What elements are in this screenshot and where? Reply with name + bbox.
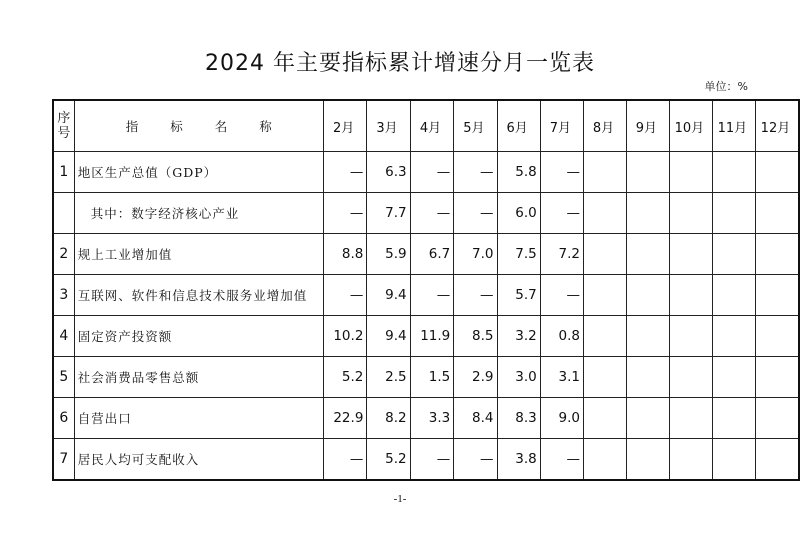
row-month-value	[669, 316, 712, 357]
row-month-value	[755, 275, 799, 316]
row-month-value	[712, 152, 755, 193]
row-indicator-name: 互联网、软件和信息技术服务业增加值	[74, 275, 323, 316]
row-month-value	[626, 275, 669, 316]
header-month: 10月	[669, 100, 712, 152]
row-month-value: 1.5	[410, 357, 454, 398]
row-month-value: 3.3	[410, 398, 454, 439]
row-month-value	[755, 234, 799, 275]
row-indicator-name: 自营出口	[74, 398, 323, 439]
row-month-value: 7.5	[497, 234, 540, 275]
row-month-value	[755, 316, 799, 357]
row-month-value	[712, 193, 755, 234]
row-seq: 2	[53, 234, 74, 275]
row-month-value	[584, 316, 627, 357]
row-month-value: 9.4	[367, 316, 410, 357]
row-month-value: —	[540, 193, 583, 234]
row-month-value: —	[454, 193, 497, 234]
row-month-value: 8.5	[454, 316, 497, 357]
row-month-value	[626, 439, 669, 481]
row-month-value: 0.8	[540, 316, 583, 357]
row-month-value	[626, 316, 669, 357]
header-month: 12月	[755, 100, 799, 152]
row-month-value: 8.8	[323, 234, 367, 275]
header-month: 11月	[712, 100, 755, 152]
row-month-value: 8.4	[454, 398, 497, 439]
row-month-value	[669, 193, 712, 234]
row-month-value: 3.1	[540, 357, 583, 398]
row-month-value: —	[410, 439, 454, 481]
row-month-value	[755, 193, 799, 234]
header-month: 7月	[540, 100, 583, 152]
row-month-value: 5.9	[367, 234, 410, 275]
row-month-value	[584, 439, 627, 481]
row-month-value: —	[410, 193, 454, 234]
row-month-value	[669, 234, 712, 275]
row-month-value: —	[540, 275, 583, 316]
table-row	[53, 275, 799, 316]
row-month-value: 7.0	[454, 234, 497, 275]
row-month-value: —	[323, 439, 367, 481]
row-month-value: 5.7	[497, 275, 540, 316]
row-month-value: 10.2	[323, 316, 367, 357]
row-month-value	[626, 357, 669, 398]
row-month-value: 6.0	[497, 193, 540, 234]
row-month-value: 5.2	[323, 357, 367, 398]
document-title: 2024 年主要指标累计增速分月一览表	[205, 51, 595, 76]
row-month-value: 2.5	[367, 357, 410, 398]
row-month-value	[626, 152, 669, 193]
row-month-value: 8.3	[497, 398, 540, 439]
row-indicator-name: 固定资产投资额	[74, 316, 323, 357]
row-month-value: —	[454, 152, 497, 193]
row-month-value: —	[540, 439, 583, 481]
row-month-value	[584, 275, 627, 316]
row-month-value	[669, 152, 712, 193]
row-month-value: 3.8	[497, 439, 540, 481]
row-month-value: 6.3	[367, 152, 410, 193]
row-seq: 6	[53, 398, 74, 439]
row-month-value	[626, 234, 669, 275]
row-month-value	[669, 439, 712, 481]
row-month-value	[626, 193, 669, 234]
row-month-value: 2.9	[454, 357, 497, 398]
row-month-value	[584, 234, 627, 275]
row-month-value: 3.2	[497, 316, 540, 357]
row-month-value	[712, 275, 755, 316]
row-month-value	[755, 398, 799, 439]
row-month-value: —	[323, 275, 367, 316]
row-month-value: 8.2	[367, 398, 410, 439]
row-month-value	[712, 439, 755, 481]
header-month: 5月	[454, 100, 497, 152]
unit-label: 单位：%	[704, 80, 748, 93]
page-number: -1-	[393, 493, 407, 505]
header-month: 3月	[367, 100, 410, 152]
table-row	[53, 439, 799, 481]
row-month-value: 9.4	[367, 275, 410, 316]
row-month-value: —	[410, 152, 454, 193]
row-month-value	[755, 152, 799, 193]
row-month-value	[584, 152, 627, 193]
row-month-value: 5.8	[497, 152, 540, 193]
table-row	[53, 152, 799, 193]
row-indicator-name: 其中：数字经济核心产业	[74, 193, 323, 234]
row-month-value	[669, 398, 712, 439]
row-month-value: —	[410, 275, 454, 316]
header-month: 8月	[584, 100, 627, 152]
table-header-row	[53, 100, 799, 152]
row-month-value	[712, 398, 755, 439]
row-month-value	[669, 357, 712, 398]
row-month-value: —	[454, 439, 497, 481]
row-month-value: 22.9	[323, 398, 367, 439]
header-indicator-name: 指 标 名 称	[74, 100, 323, 152]
row-month-value: 7.2	[540, 234, 583, 275]
row-indicator-name: 社会消费品零售总额	[74, 357, 323, 398]
row-month-value	[712, 357, 755, 398]
row-month-value: 9.0	[540, 398, 583, 439]
row-seq	[53, 193, 74, 234]
table-row	[53, 357, 799, 398]
row-month-value	[626, 398, 669, 439]
header-month: 4月	[410, 100, 454, 152]
row-month-value	[584, 193, 627, 234]
row-seq: 7	[53, 439, 74, 481]
table-row	[53, 234, 799, 275]
header-month: 2月	[323, 100, 367, 152]
row-month-value: 5.2	[367, 439, 410, 481]
row-indicator-name: 居民人均可支配收入	[74, 439, 323, 481]
row-month-value: —	[323, 193, 367, 234]
table-row	[53, 193, 799, 234]
row-indicator-name: 规上工业增加值	[74, 234, 323, 275]
row-month-value: 3.0	[497, 357, 540, 398]
row-month-value	[584, 357, 627, 398]
row-month-value	[584, 398, 627, 439]
row-month-value	[755, 357, 799, 398]
row-month-value	[669, 275, 712, 316]
row-month-value: —	[323, 152, 367, 193]
row-month-value: 11.9	[410, 316, 454, 357]
row-seq: 3	[53, 275, 74, 316]
row-month-value: 7.7	[367, 193, 410, 234]
row-indicator-name: 地区生产总值（GDP）	[74, 152, 323, 193]
row-seq: 5	[53, 357, 74, 398]
row-seq: 4	[53, 316, 74, 357]
header-seq: 序 号	[53, 100, 74, 152]
row-seq: 1	[53, 152, 74, 193]
row-month-value: 6.7	[410, 234, 454, 275]
row-month-value: —	[454, 275, 497, 316]
row-month-value	[712, 316, 755, 357]
row-month-value	[755, 439, 799, 481]
row-month-value	[712, 234, 755, 275]
table-row	[53, 398, 799, 439]
indicator-table	[52, 99, 800, 481]
row-month-value: —	[540, 152, 583, 193]
header-month: 6月	[497, 100, 540, 152]
table-row	[53, 316, 799, 357]
header-month: 9月	[626, 100, 669, 152]
